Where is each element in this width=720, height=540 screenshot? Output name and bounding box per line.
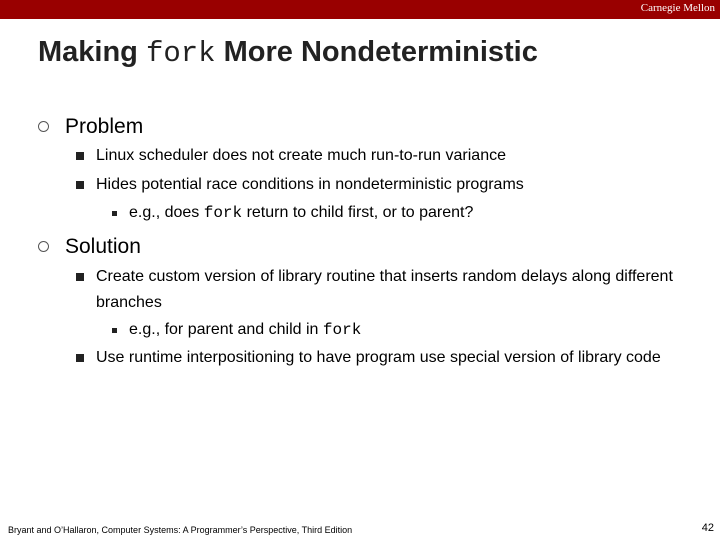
subitem-text-before: e.g., does (129, 204, 204, 221)
solution-item-text: Create custom version of library routine that inserts random delays along different branches (96, 268, 673, 311)
footer-credit: Bryant and O’Hallaron, Computer Systems: A Programmer’s Perspective, Third Edition (8, 525, 353, 535)
solution-subitem-text (129, 317, 361, 343)
problem-item-text: Hides potential race conditions in nondeterministic programs (96, 176, 524, 193)
title-text-after: More Nondeterministic (215, 36, 538, 68)
subitem-code: fork (203, 204, 243, 222)
solution-heading-text: Solution (65, 235, 141, 258)
page-number: 42 (701, 522, 714, 534)
small-square-bullet-icon (112, 211, 117, 216)
header-banner (0, 0, 720, 19)
hollow-bullet-icon (38, 241, 49, 252)
subitem-text-before: e.g., for parent and child in (129, 321, 323, 338)
hollow-bullet-icon (38, 121, 49, 132)
problem-item (76, 172, 706, 198)
title-code: fork (145, 37, 216, 70)
solution-subitem (112, 317, 361, 343)
org-name: Carnegie Mellon (640, 2, 715, 14)
square-bullet-icon (76, 181, 84, 189)
square-bullet-icon (76, 354, 84, 362)
title-text-before: Making (38, 36, 146, 68)
square-bullet-icon (76, 152, 84, 160)
solution-item (76, 345, 706, 371)
solution-item-text: Use runtime interpositioning to have program use special version of library code (96, 349, 661, 366)
problem-item-text: Linux scheduler does not create much run-to-run variance (96, 147, 506, 164)
subitem-text-after: return to child first, or to parent? (242, 204, 474, 221)
slide-title (38, 36, 538, 70)
problem-subitem-text (129, 200, 473, 226)
square-bullet-icon (76, 273, 84, 281)
solution-item (76, 264, 706, 316)
problem-subitem (112, 200, 473, 226)
problem-item (76, 143, 706, 169)
subitem-code: fork (322, 321, 362, 339)
problem-heading-text: Problem (65, 115, 144, 138)
small-square-bullet-icon (112, 328, 117, 333)
